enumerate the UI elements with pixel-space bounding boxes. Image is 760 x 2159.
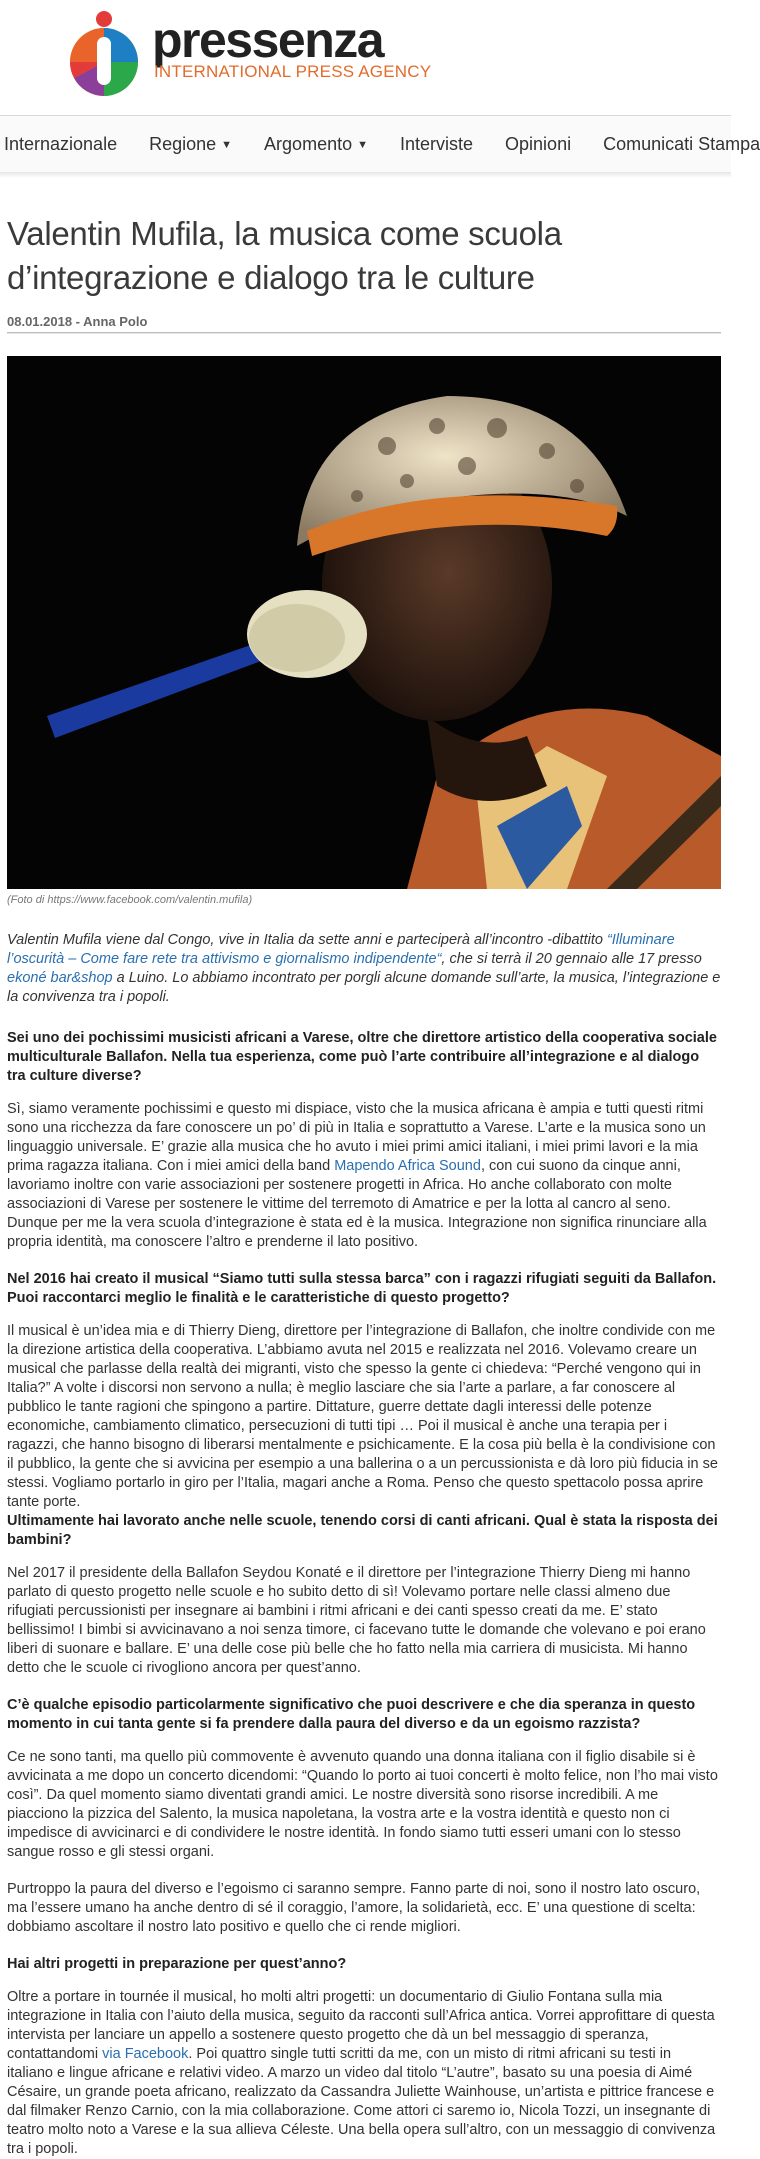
intro-paragraph xyxy=(7,931,721,1007)
answer-1 xyxy=(7,1100,721,1252)
caret-down-icon: ▼ xyxy=(221,138,233,151)
nav-shadow xyxy=(0,172,731,178)
answer-5 xyxy=(7,1988,721,2159)
nav-item-comunicati-stampa[interactable] xyxy=(603,134,760,155)
photo-caption: (Foto di https://www.facebook.com/valentin.mufila) xyxy=(7,894,253,906)
answer-2: Il musical è un’idea mia e di Thierry Dieng, direttore per l’integrazione di Ballafon, che inoltre condivide con me la direzione artistica della cooperativa. L’abbiamo avuta nel 2015 e realizzata nel 2016. Volevamo creare un musical che parlasse della realtà dei migranti, visto che spesso la gente ci chiedeva: “Perché vengono qui in Italia?” A volte i discorsi non servono a nulla; è meglio lasciare che sia l’arte a parlare, a far conoscere al pubblico le tante ragioni che spingono a partire. Dittature, guerre dettate dagli interessi delle potenze economiche, cambiamento climatico, persecuzioni di tutti tipi … Poi il musical è anche una terapia per i ragazzi, che hanno bisogno di liberarsi mentalmente e psichicamente. E la cosa più bella è la condivisione con il pubblico, la gente che si avvicina per esempio a una ballerina o a un percussionista e dà loro più fiducia in se stessi. Vogliamo portarlo in giro per l’Italia, magari anche a Roma. Penso che questo spettacolo possa aprire tante porte. xyxy=(7,1323,718,1510)
musician-photo-illustration xyxy=(7,356,721,889)
event-link[interactable]: “Illuminare l’oscurità – Come fare rete tra attivismo e giornalismo indipendente“ xyxy=(7,932,675,967)
nav-item-opinioni[interactable] xyxy=(505,134,571,155)
nav-item-argomento[interactable] xyxy=(264,134,368,155)
site-header xyxy=(0,0,731,115)
nav-item-internazionale[interactable] xyxy=(4,134,117,155)
article-photo[interactable] xyxy=(7,356,721,889)
nav-label: Internazionale xyxy=(4,133,118,154)
answer-text: Sì, siamo veramente pochissimi e questo mi dispiace, visto che la musica africana è ampia e tutti questi ritmi sono una ricchezza da fare conoscere un po’ di più in Italia e soprattutto a Varese. L’arte e la musica sono un linguaggio universale. E’ grazie alla musica che ho avuto i miei primi amici italiani, i miei primi lavori e la mia prima ragazza italiana. Con i miei amici della band xyxy=(7,1101,706,1174)
question-4: C’è qualche episodio particolarmente significativo che puoi descrivere e che dia speranza in questo momento in cui tanta gente si fa prendere dalla paura del diverso e da un egoismo razzista? xyxy=(7,1697,696,1732)
article-byline: 08.01.2018 - Anna Polo xyxy=(7,314,148,329)
question-3: Ultimamente hai lavorato anche nelle scuole, tenendo corsi di canti africani. Qual è stata la risposta dei bambini? xyxy=(7,1513,718,1548)
pressenza-logo-icon[interactable] xyxy=(68,7,140,101)
answer-4a: Ce ne sono tanti, ma quello più commovente è avvenuto quando una donna italiana con il figlio disabile si è avvicinata a me dopo un concerto dicendomi: “Quando lo porto ai tuoi concerti è molto felice, non l’ho mai visto così”. Da quel momento siamo diventati grandi amici. Le nostre diversità sono risorse incredibili. A me piacciono la pizzica del Salento, la musica napoletana, la vostra arte e la vostra identità e questo non ci impedisce di avvicinarci e di condividere le nostre identità. In fondo siamo tutti esseri umani con lo stesso sangue rosso e gli stessi organi. xyxy=(7,1749,718,1860)
band-link[interactable]: Mapendo Africa Sound xyxy=(334,1158,481,1174)
brand-name[interactable]: pressenza xyxy=(152,12,384,68)
nav-label: Argomento xyxy=(264,133,353,154)
article-body xyxy=(7,931,721,2159)
question-1: Sei uno dei pochissimi musicisti africani a Varese, oltre che direttore artistico della cooperativa sociale multiculturale Ballafon. Nella tua esperienza, come può l’arte contribuire all’integrazione e al dialogo tra culture diverse? xyxy=(7,1030,717,1084)
article-title: Valentin Mufila, la musica come scuola d’integrazione e dialogo tra le culture xyxy=(7,215,562,296)
nav-label: Comunicati Stampa xyxy=(603,133,760,154)
nav-label: Opinioni xyxy=(505,133,572,154)
answer-text: Oltre a portare in tournée il musical, ho molti altri progetti: un documentario di Giulio Fontana sulla mia integrazione in Italia con l’aiuto della musica, seguito da racconti sull’Africa antica. Vorrei approfittare di questa intervista per lanciare un appello a sostenere questo progetto che dà un bel messaggio di speranza, contattandomi xyxy=(7,1989,715,2062)
question-2: Nel 2016 hai creato il musical “Siamo tutti sulla stessa barca” con i ragazzi rifugiati seguiti da Ballafon. Puoi raccontarci meglio le finalità e le caratteristiche di questo progetto? xyxy=(7,1271,717,1306)
facebook-link[interactable]: via Facebook xyxy=(102,2046,189,2062)
venue-link[interactable]: ekoné bar&shop xyxy=(7,970,113,986)
nav-item-interviste[interactable] xyxy=(400,134,473,155)
intro-text: a Luino. Lo abbiamo incontrato per porgli alcune domande sull’arte, la musica, l’integrazione e la convivenza tra i popoli. xyxy=(7,970,721,1005)
answer-text: , con cui suono da cinque anni, lavoriamo inoltre con varie associazioni per sostenere progetti in Africa. Ho anche collaborato con molte associazioni di Varese per sostenere le vittime del terremoto di Amatrice e per la lotta al cancro al seno. Dunque per me la vera scuola d’integrazione è stata ed è la musica. Integrazione non significa rinunciare alla propria identità, ma conoscere l’altro e prenderne il lato positivo. xyxy=(7,1158,707,1250)
answer-3: Nel 2017 il presidente della Ballafon Seydou Konaté e il direttore per l’integrazione Thierry Dieng mi hanno parlato di questo progetto nelle scuole e ho subito detto di sì! Volevamo portare nelle classi almeno due rifugiati percussionisti per insegnare ai bambini i ritmi africani e dei canti spesso creati da me. E’ stato bellissimo! I bimbi si avvicinavano a noi senza timore, ci facevano tutte le domande che volevano e poi erano liberi di suonare e ballare. E’ una delle cose più belle che ho fatto nella mia carriera di musicista. Mi hanno detto che le scuole ci rivogliono ancora per quest’anno. xyxy=(7,1565,706,1676)
question-5: Hai altri progetti in preparazione per quest’anno? xyxy=(7,1956,347,1972)
answer-4b: Purtroppo la paura del diverso e l’egoismo ci saranno sempre. Fanno parte di noi, sono il nostro lato oscuro, ma l’essere umano ha anche dentro di sé il coraggio, l’amore, la solidarietà, ecc. E’ una questione di scelta: dobbiamo ascoltare il nostro lato positivo e quello che ci rende migliori. xyxy=(7,1881,701,1935)
nav-item-regione[interactable] xyxy=(149,134,232,155)
nav-label: Interviste xyxy=(400,133,474,154)
byline-divider xyxy=(7,332,721,334)
main-navigation xyxy=(0,115,760,173)
brand-tagline: INTERNATIONAL PRESS AGENCY xyxy=(154,62,432,81)
intro-text: Valentin Mufila viene dal Congo, vive in Italia da sette anni e parteciperà all’incontro -dibattito xyxy=(7,932,607,948)
intro-text: , che si terrà il 20 gennaio alle 17 presso xyxy=(441,951,702,967)
answer-text: . Poi quattro single tutti scritti da me, con un misto di ritmi africani su testi in italiano e lingue africane e relativi video. A marzo un video dal titolo “L’autre”, basato su una poesia di Aimé Césaire, un grande poeta africano, realizzato da Cassandra Juliette Wainhouse, un’artista e pittrice francese e dal filmaker Renzo Carnio, con la mia collaborazione. Come attori ci saremo io, Nicola Tozzi, un insegnante di teatro molto noto a Varese e la sua allieva Céleste. Una bella opera sull’altro, con un messaggio di convivenza tra i popoli. xyxy=(7,2046,716,2157)
caret-down-icon: ▼ xyxy=(357,138,368,151)
nav-label: Regione xyxy=(149,133,217,154)
